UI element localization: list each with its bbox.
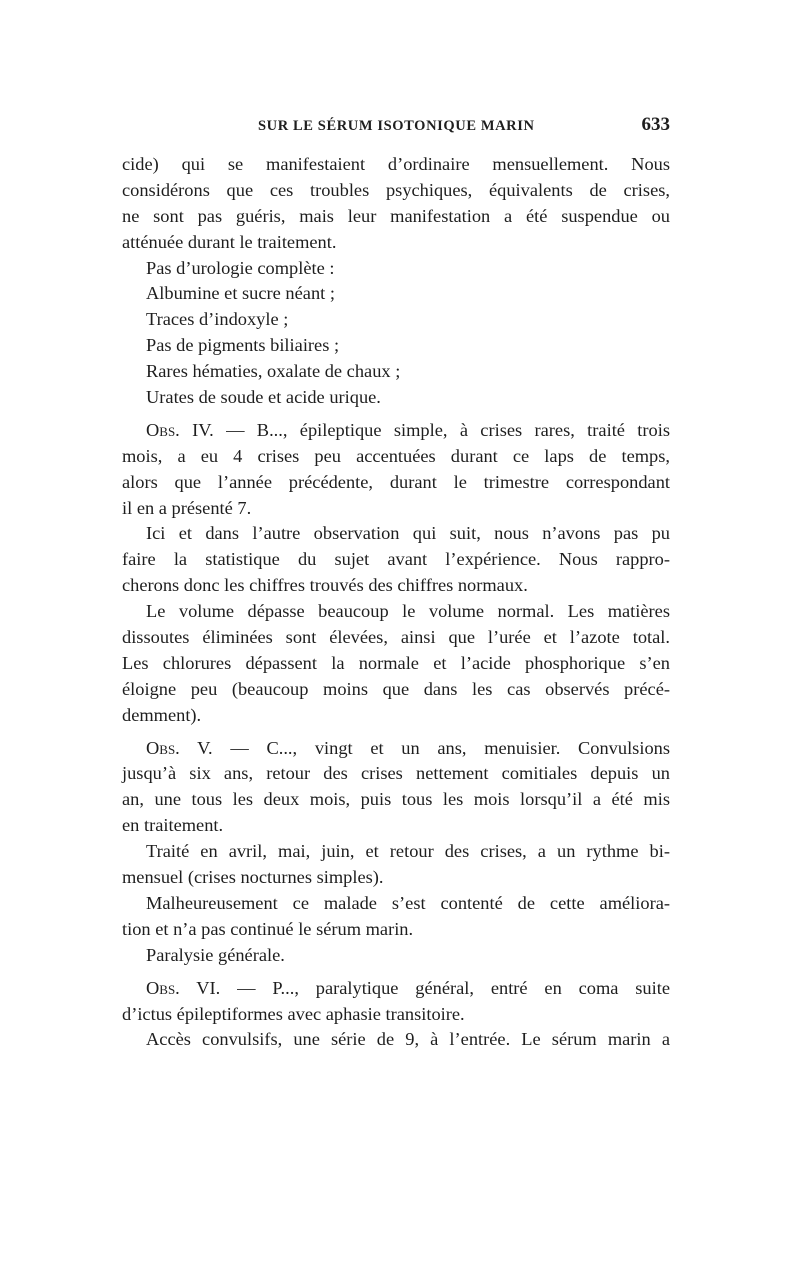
text-line: atténuée durant le traitement. — [122, 231, 337, 252]
observation-4 — [122, 418, 670, 522]
text-fragment: IV. — B..., épileptique simple, à crises rares, traité trois — [179, 419, 670, 440]
text-line: alors que l’année précédente, durant le trimestre correspondant — [122, 471, 670, 492]
body-text — [122, 152, 670, 1053]
list-item: Rares hématies, oxalate de chaux ; — [146, 361, 401, 382]
text-line: cide) qui se manifestaient d’ordinaire mensuellement. Nous — [122, 154, 670, 174]
page-header — [122, 114, 670, 136]
text-line: Paralysie générale. — [146, 944, 285, 965]
urology-list — [122, 256, 670, 411]
text-line: dissoutes éliminées sont élevées, ainsi que l’urée et l’azote total. — [122, 627, 670, 648]
text-line: d’ictus épileptiformes avec aphasie transitoire. — [122, 1003, 465, 1024]
text-line: en traitement. — [122, 815, 224, 836]
text-line: mensuel (crises nocturnes simples). — [122, 867, 384, 888]
text-line: Les chlorures dépassent la normale et l’acide phosphorique s’en — [122, 652, 670, 673]
text-line: cherons donc les chiffres trouvés des chiffres normaux. — [122, 575, 528, 596]
running-title: SUR LE SÉRUM ISOTONIQUE MARIN — [258, 118, 535, 134]
paragraph — [122, 839, 670, 891]
text-line: éloigne peu (beaucoup moins que dans les cas observés précé- — [122, 678, 670, 699]
list-item: Urates de soude et acide urique. — [146, 387, 381, 408]
observation-6 — [122, 976, 670, 1028]
text-line: considérons que ces troubles psychiques, équivalents de crises, — [122, 179, 670, 200]
list-item: Traces d’indoxyle ; — [146, 309, 289, 330]
text-line: an, une tous les deux mois, puis tous les mois lorsqu’il a été mis — [122, 789, 670, 810]
list-heading: Pas d’urologie complète : — [146, 257, 335, 278]
text-line: jusqu’à six ans, retour des crises nettement comitiales depuis un — [122, 763, 670, 784]
list-item: Pas de pigments biliaires ; — [146, 335, 340, 356]
paragraph — [122, 599, 670, 728]
observation-5 — [122, 736, 670, 840]
text-fragment: VI. — P..., paralytique général, entré en coma suite — [179, 977, 670, 998]
text-line: Le volume dépasse beaucoup le volume normal. Les matières — [146, 601, 670, 622]
text-line: ne sont pas guéris, mais leur manifestation a été suspendue ou — [122, 205, 670, 226]
paragraph — [122, 1027, 670, 1053]
paragraph — [122, 943, 670, 969]
observation-label: Obs. — [146, 419, 180, 440]
text-line: Accès convulsifs, une série de 9, à l’entrée. Le sérum marin a — [146, 1029, 670, 1050]
paragraph — [122, 152, 670, 256]
text-line — [122, 736, 670, 762]
text-fragment: V. — C..., vingt et un ans, menuisier. Convulsions — [179, 737, 670, 758]
text-line: Ici et dans l’autre observation qui suit, nous n’avons pas pu — [146, 523, 670, 544]
paragraph — [122, 521, 670, 599]
text-line: demment). — [122, 704, 202, 725]
text-line: tion et n’a pas continué le sérum marin. — [122, 918, 414, 939]
text-line: mois, a eu 4 crises peu accentuées durant ce laps de temps, — [122, 445, 670, 466]
text-line — [122, 976, 670, 1002]
observation-label: Obs. — [146, 737, 180, 758]
page-number: 633 — [641, 114, 670, 135]
text-line: Traité en avril, mai, juin, et retour des crises, a un rythme bi- — [146, 841, 670, 862]
text-line: il en a présenté 7. — [122, 497, 252, 518]
text-line: faire la statistique du sujet avant l’expérience. Nous rappro- — [122, 549, 670, 570]
text-line — [122, 418, 670, 444]
list-item: Albumine et sucre néant ; — [146, 283, 335, 304]
paragraph — [122, 891, 670, 943]
observation-label: Obs. — [146, 977, 180, 998]
text-line: Malheureusement ce malade s’est contenté de cette améliora- — [146, 892, 670, 913]
